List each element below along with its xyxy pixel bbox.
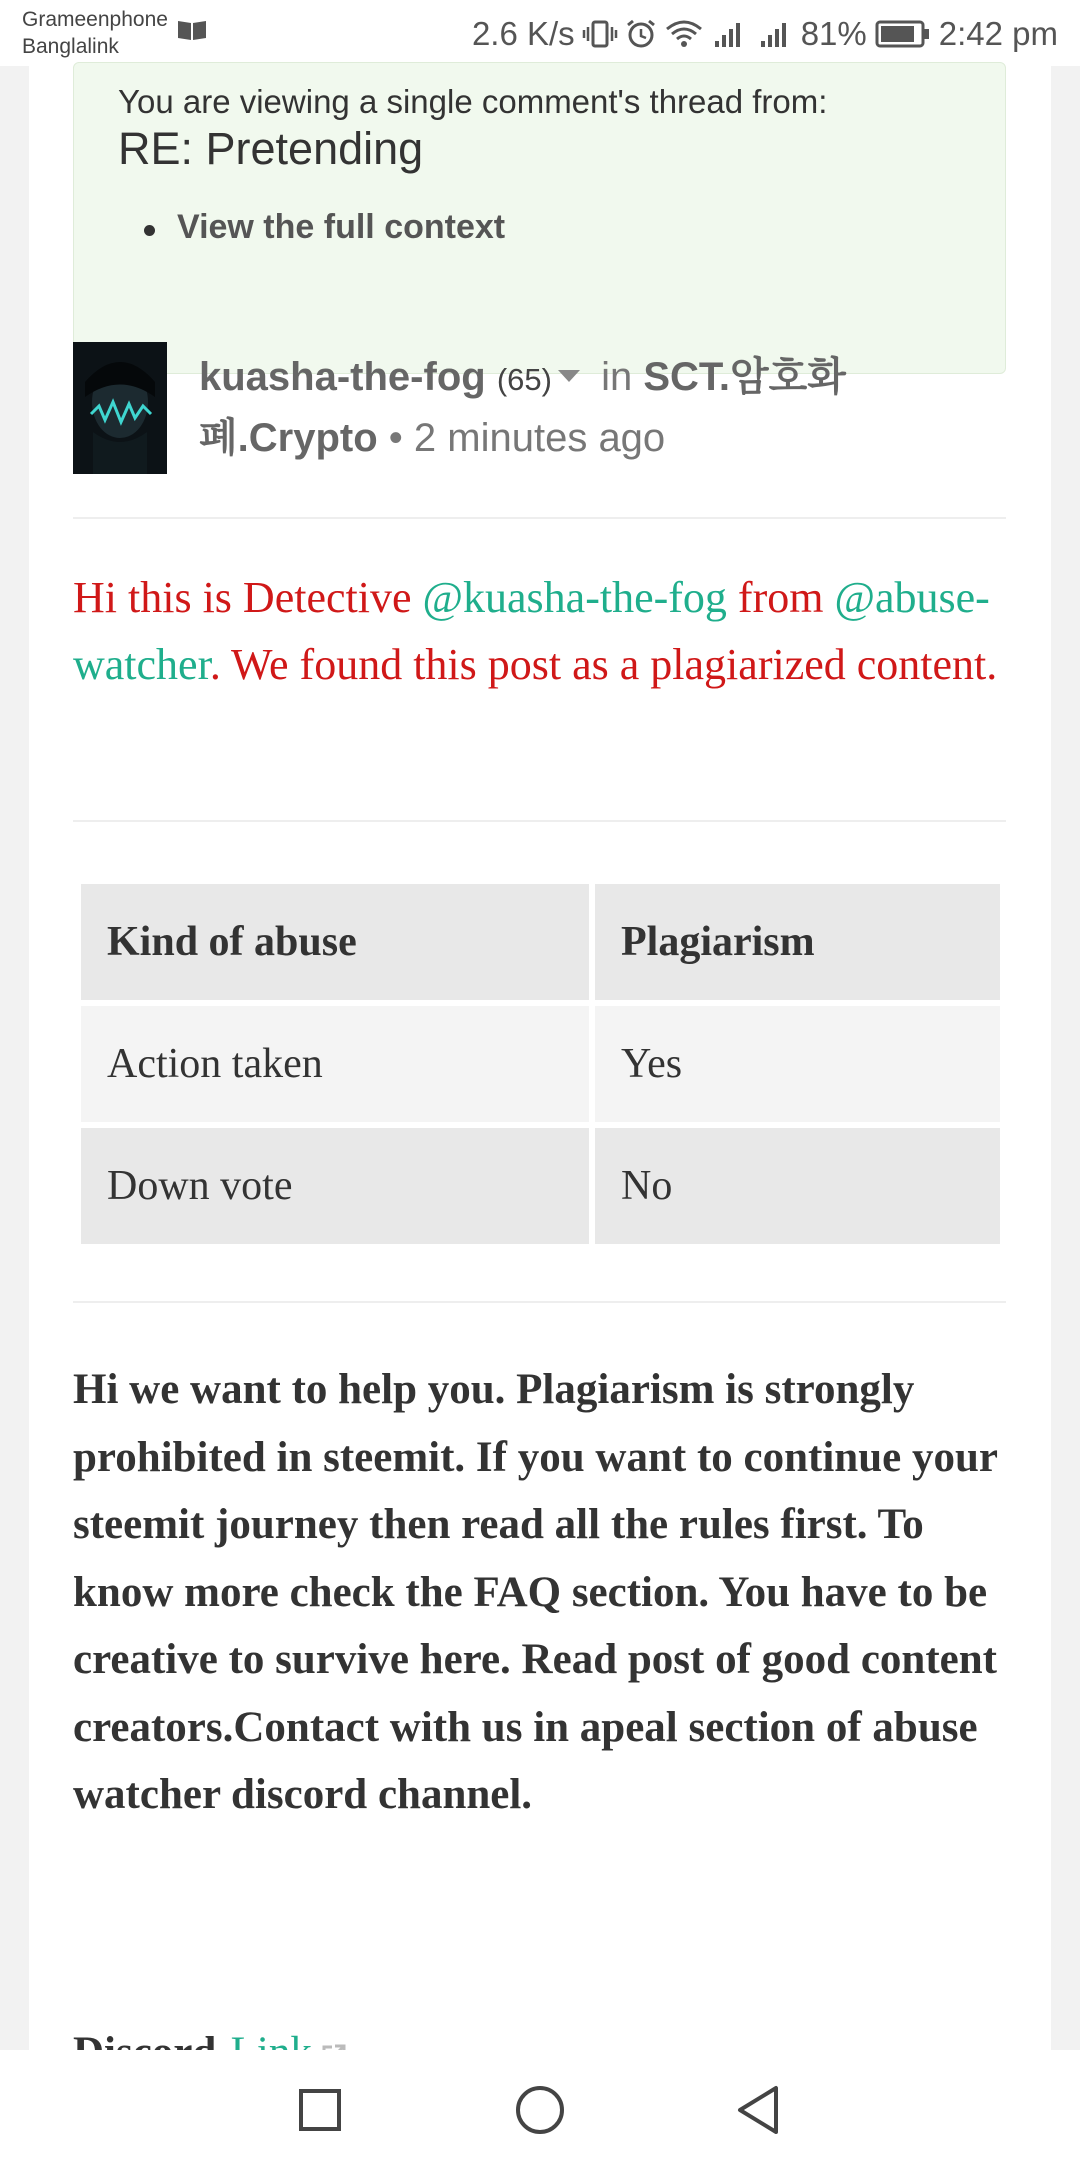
detective-notice (73, 564, 1006, 698)
table-cell: No (595, 1128, 1000, 1244)
in-label: in (601, 355, 633, 399)
divider (73, 517, 1006, 519)
view-full-context-link[interactable]: View the full context (177, 208, 506, 246)
table-row (81, 1128, 1000, 1244)
table-cell: Yes (595, 1006, 1000, 1122)
avatar[interactable] (73, 342, 167, 474)
avatar-image (73, 342, 167, 474)
author-reputation: (65) (496, 362, 552, 397)
signal-icon (711, 19, 751, 49)
table-cell: Down vote (81, 1128, 589, 1244)
author-line (199, 348, 899, 467)
abuse-table (75, 878, 1006, 1250)
chevron-down-icon[interactable] (558, 370, 580, 382)
context-label: You are viewing a single comment's thread from: (118, 83, 828, 120)
back-triangle-icon[interactable] (730, 2080, 790, 2140)
battery-percent: 81% (800, 15, 867, 52)
author-name[interactable]: kuasha-the-fog (199, 355, 486, 399)
table-cell: Action taken (81, 1006, 589, 1122)
table-row (81, 1006, 1000, 1122)
notice-text-3: . We found this post as a plagiarized content. (209, 640, 998, 689)
alarm-icon (625, 18, 657, 50)
mention-link-kuasha[interactable]: @kuasha-the-fog (422, 573, 727, 622)
divider (73, 1301, 1006, 1303)
table-header-cell: Kind of abuse (81, 884, 589, 1000)
carrier-2: Banglalink (22, 35, 119, 58)
status-icons (472, 12, 1058, 56)
net-speed: 2.6 K/s (471, 15, 575, 52)
help-message: Hi we want to help you. Plagiarism is strongly prohibited in steemit. If you want to continue your steemit journey then read all the rules first. To know more check the FAQ section. You have to be creative to survive here. Read post of good content creators.Contact with us in apeal section of abuse watcher discord channel. (73, 1366, 998, 1818)
book-icon (176, 18, 208, 42)
battery-icon (875, 20, 931, 48)
community-link[interactable]: SCT.암호화폐.Crypto (199, 355, 846, 460)
post-time[interactable]: 2 minutes ago (413, 416, 666, 460)
table-header-cell: Plagiarism (595, 884, 1000, 1000)
comment-card (29, 66, 1051, 2050)
vibrate-icon (583, 19, 617, 49)
thread-context-box (73, 62, 1006, 374)
bullet (144, 225, 155, 236)
home-circle-icon[interactable] (510, 2080, 570, 2140)
context-title[interactable]: RE: Pretending (118, 123, 424, 174)
clock: 2:42 pm (938, 15, 1058, 52)
carrier-1: Grameenphone (22, 8, 168, 31)
notice-text-1: Hi this is Detective (73, 573, 423, 622)
divider (73, 820, 1006, 822)
status-bar (0, 0, 1080, 66)
signal-icon (759, 19, 793, 49)
recents-square-icon[interactable] (290, 2080, 350, 2140)
notice-text-2: from (726, 573, 835, 622)
wifi-icon (665, 19, 703, 49)
navigation-bar (0, 2050, 1080, 2160)
separator: • (388, 416, 403, 460)
table-header-row (81, 884, 1000, 1000)
carrier-names (22, 6, 168, 60)
mention-link-abuse-watcher[interactable]: @abuse-watcher (73, 573, 990, 689)
